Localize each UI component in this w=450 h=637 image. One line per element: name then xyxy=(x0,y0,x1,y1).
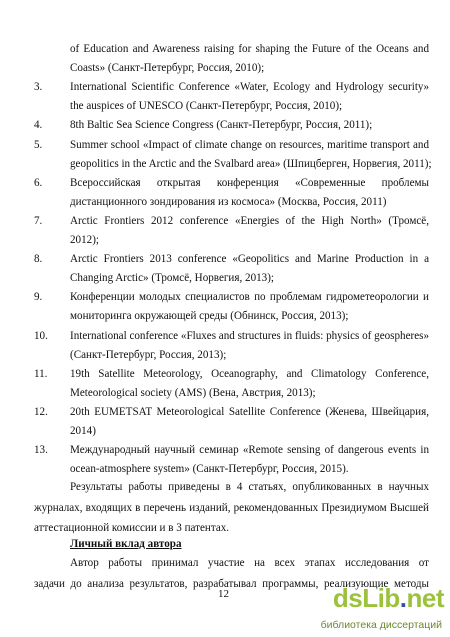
list-item-number: 8. xyxy=(34,253,43,266)
list-item-text-line: мониторинга окружающей среды (Обнинск, Россия, 2013); xyxy=(70,310,349,323)
paragraph-line: задачи до анализа результатов, разрабатывал программы, реализующие методы xyxy=(34,578,429,590)
paragraph-line: Результаты работы приведены в 4 статьях, опубликованных в научных xyxy=(70,481,429,493)
list-item-text-line: International conference «Fluxes and structures in fluids: physics of geospheres» xyxy=(70,329,429,342)
list-item-text-line: 19th Satellite Meteorology, Oceanography, and Climatology Conference, xyxy=(70,367,429,380)
list-item-text-line: 2014) xyxy=(70,425,96,437)
list-item-number: 7. xyxy=(34,214,43,227)
list-item-text-line: Всероссийская открытая конференция «Современные проблемы xyxy=(70,176,429,189)
list-item-text-line: Coasts» (Санкт-Петербург, Россия, 2010); xyxy=(70,62,265,75)
list-item-text-line: geopolitics in the Arctic and the Svalbard area» (Шпицберген, Норвегия, 2011); xyxy=(70,157,432,170)
list-item-text-line: 2012); xyxy=(70,234,99,246)
list-item-number: 10. xyxy=(34,329,48,342)
list-item-text-line: Международный научный семинар «Remote sensing of dangerous events in xyxy=(70,444,429,457)
list-item-text-line: 8th Baltic Sea Science Congress (Санкт-Петербург, Россия, 2011); xyxy=(70,119,373,132)
list-item-number: 9. xyxy=(34,291,43,304)
dslib-watermark xyxy=(320,583,444,633)
list-item-text-line: Конференции молодых специалистов по проблемам гидрометеорологии и xyxy=(70,291,429,304)
list-item-text-line: 20th EUMETSAT Meteorological Satellite Conference (Женева, Швейцария, xyxy=(70,405,429,418)
page-number: 12 xyxy=(218,588,229,600)
list-item-text-line: Arctic Frontiers 2013 conference «Geopolitics and Marine Production in a xyxy=(70,253,429,266)
paragraph-line: аттестационной комиссии и в 3 патентах. xyxy=(34,522,230,534)
list-item-number: 4. xyxy=(34,119,43,132)
list-item-number: 12. xyxy=(34,405,48,418)
paragraph-line: Автор работы принимал участие на всех этапах исследования от xyxy=(70,557,429,569)
watermark-logo: dsLib.net xyxy=(332,583,444,613)
list-item-text-line: Summer school «Impact of climate change on resources, maritime transport and xyxy=(70,138,429,151)
paragraph-line: журналах, входящих в перечень изданий, рекомендованных Президиумом Высшей xyxy=(34,501,429,514)
list-item-text-line: the auspices of UNESCO (Санкт-Петербург, Россия, 2010); xyxy=(70,100,343,113)
list-item-text-line: дистанционного зондирования из космоса» (Москва, Россия, 2011) xyxy=(70,195,387,208)
list-item-text-line: Arctic Frontiers 2012 conference «Energies of the High North» (Тромсё, xyxy=(70,214,429,227)
list-item-number: 6. xyxy=(34,176,43,189)
list-item-text-line: Meteorological society (AMS) (Вена, Австрия, 2013); xyxy=(70,386,316,399)
list-item-text-line: of Education and Awareness raising for shaping the Future of the Oceans and xyxy=(70,43,429,55)
list-item-text-line: (Санкт-Петербург, Россия, 2013); xyxy=(70,348,227,361)
list-item-number: 3. xyxy=(34,81,43,94)
list-item-number: 13. xyxy=(34,444,48,457)
list-item-number: 11. xyxy=(34,367,48,380)
list-item-text-line: Changing Arctic» (Тромсё, Норвегия, 2013); xyxy=(70,272,274,285)
personal-contribution-heading: Личный вклад автора xyxy=(70,538,182,550)
list-item-text-line: International Scientific Conference «Water, Ecology and Hydrology security» xyxy=(70,81,429,94)
list-item-number: 5. xyxy=(34,138,43,151)
watermark-subtitle: библиотека диссертаций xyxy=(320,619,442,631)
list-item-text-line: ocean-atmosphere system» (Санкт-Петербург, Россия, 2015). xyxy=(70,463,349,476)
